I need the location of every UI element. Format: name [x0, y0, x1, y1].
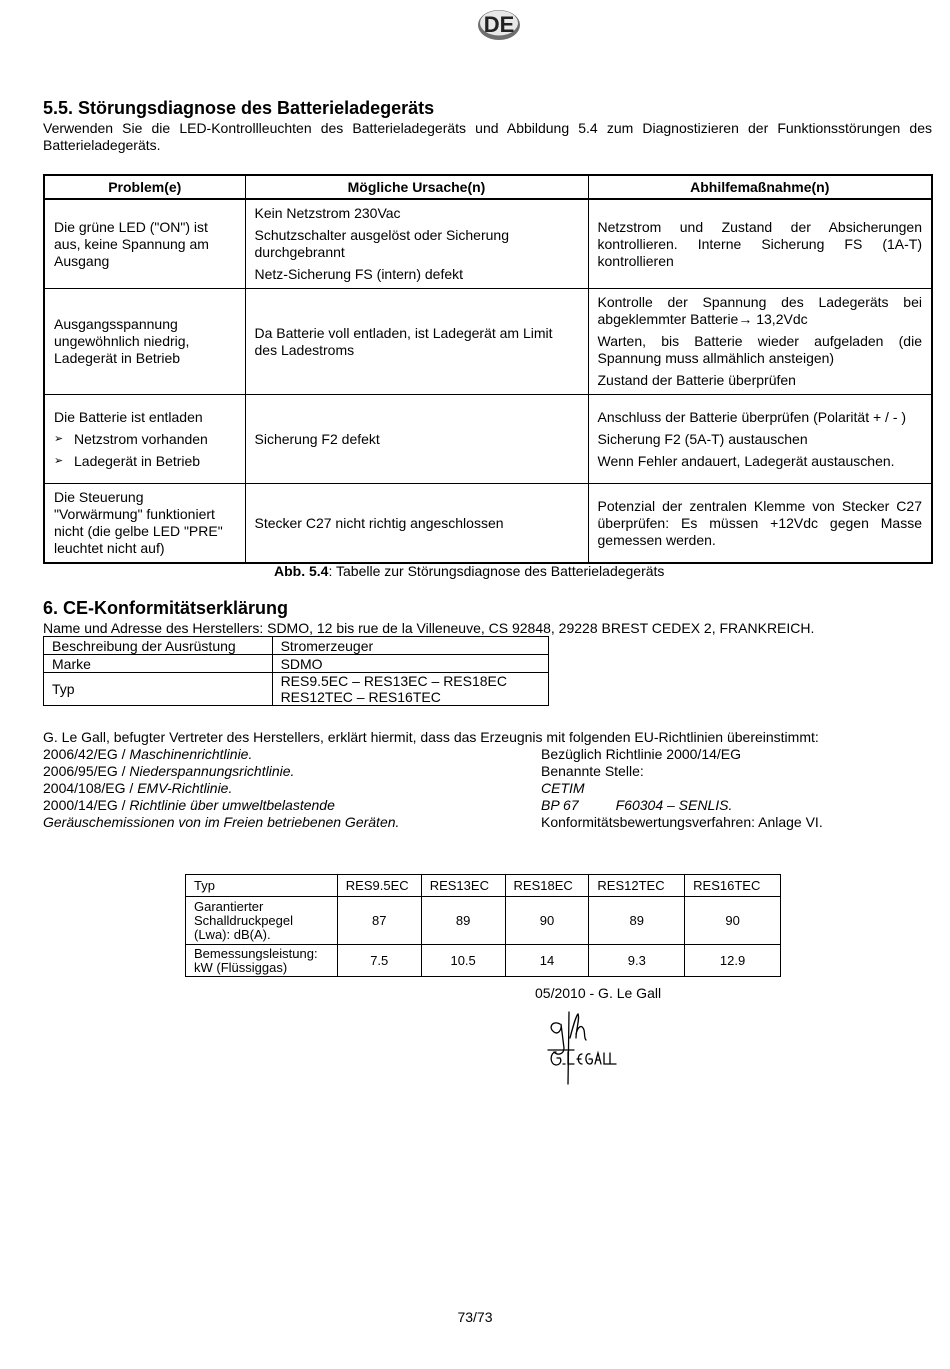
notified-body-block: [541, 746, 921, 831]
value-cell: 9.3: [589, 945, 685, 977]
directive-list: [43, 746, 523, 831]
bullet-item: [54, 431, 236, 448]
directive-code: 2006/95/EG /: [43, 763, 130, 779]
value-cell: 89: [421, 897, 505, 945]
diagnosis-table: [43, 174, 933, 564]
cause-text: Schutzschalter ausgelöst oder Sicherung durchgebrannt: [254, 227, 509, 260]
cause-text: Sicherung F2 defekt: [254, 430, 380, 447]
remedy-text: Warten, bis Batterie wieder aufgeladen (die Spannung muss allmählich ansteigen): [597, 333, 922, 366]
directive-name: Richtlinie über umweltbelastende: [129, 797, 335, 813]
directive-name: EMV-Richtlinie.: [137, 780, 233, 796]
table-row: [186, 945, 781, 977]
label-line: Garantierter: [194, 898, 264, 914]
directive-item: [43, 780, 523, 797]
declaration-text: G. Le Gall, befugter Vertreter des Herstellers, erklärt hiermit, dass das Erzeugnis mit folgenden EU-Richtlinien übereinstimmt:: [43, 729, 819, 745]
value-cell: 10.5: [421, 945, 505, 977]
value-cell: 90: [685, 897, 781, 945]
manufacturer-line: Name und Adresse des Herstellers: SDMO, 12 bis rue de la Villeneuve, CS 92848, 29228 BREST CEDEX 2, FRANKREICH.: [43, 620, 815, 636]
problem-text: Die Batterie ist entladen: [54, 408, 203, 425]
section-heading-5-5: 5.5. Störungsdiagnose des Batterieladegeräts: [43, 98, 435, 118]
equipment-value: [272, 673, 548, 706]
directive-item: [43, 746, 523, 763]
label-line: (Lwa): dB(A).: [194, 926, 271, 942]
column-header: Abhilfemaßnahme(n): [588, 175, 932, 199]
value-cell: 12.9: [685, 945, 781, 977]
handwritten-signature: [540, 1008, 620, 1086]
remedy-text: Potenzial der zentralen Klemme von Stecker C27 überprüfen: Es müssen +12Vdc gegen Masse gemessen werden.: [597, 497, 922, 548]
problem-cell: [44, 199, 245, 289]
cause-text: Netz-Sicherung FS (intern) defekt: [254, 266, 464, 282]
label-line: kW (Flüssiggas): [194, 959, 288, 975]
remedy-cell: [588, 199, 932, 289]
remedy-text: Netzstrom und Zustand der Absicherungen kontrollieren. Interne Sicherung FS (1A-T) kontrollieren: [597, 218, 922, 269]
cause-cell: [245, 289, 588, 395]
label-line: Bemessungsleistung:: [194, 945, 318, 961]
notified-body-name: CETIM: [541, 780, 585, 796]
notified-body-line: Benannte Stelle:: [541, 763, 644, 779]
table-row: [44, 655, 549, 673]
value-cell: 7.5: [337, 945, 421, 977]
model-header: RES16TEC: [685, 875, 781, 897]
equipment-value: Stromerzeuger: [272, 637, 548, 655]
bullet-item: [54, 453, 236, 470]
table-row: [44, 289, 932, 395]
column-header: Mögliche Ursache(n): [245, 175, 588, 199]
model-header: RES13EC: [421, 875, 505, 897]
cause-text: Da Batterie voll entladen, ist Ladegerät am Limit des Ladestroms: [254, 324, 553, 358]
signature-date: 05/2010 - G. Le Gall: [535, 985, 662, 1001]
remedy-cell: [588, 395, 932, 484]
table-row: [44, 637, 549, 655]
remedy-text: Zustand der Batterie überprüfen: [597, 372, 796, 388]
row-label: [186, 897, 338, 945]
remedy-text: Anschluss der Batterie überprüfen (Polarität + / - ): [597, 408, 907, 425]
notified-body-line: Bezüglich Richtlinie 2000/14/EG: [541, 746, 742, 762]
cause-text: Kein Netzstrom 230Vac: [254, 205, 401, 221]
problem-cell: [44, 484, 245, 564]
remedy-text: Wenn Fehler andauert, Ladegerät austauschen.: [597, 452, 895, 469]
table-row: [186, 897, 781, 945]
language-badge: [476, 8, 522, 42]
cause-text: Stecker C27 nicht richtig angeschlossen: [254, 514, 504, 531]
value-cell: 89: [589, 897, 685, 945]
bullet-text: Ladegerät in Betrieb: [74, 452, 201, 469]
arrow-bullet-icon: ➢: [54, 432, 64, 445]
directive-name: Maschinenrichtlinie.: [129, 746, 253, 762]
equipment-label: Marke: [44, 655, 273, 673]
caption-label: Abb. 5.4: [274, 563, 329, 579]
table-header-row: [44, 175, 932, 199]
notified-body-address: [541, 797, 921, 814]
address-part: F60304 – SENLIS.: [615, 797, 733, 813]
cause-cell: [245, 484, 588, 564]
model-header: RES18EC: [505, 875, 589, 897]
performance-table: [185, 874, 781, 977]
table-row: [44, 484, 932, 564]
equipment-label: Beschreibung der Ausrüstung: [44, 637, 273, 655]
page-number: 73/73: [457, 1309, 493, 1325]
directive-code: 2004/108/EG /: [43, 780, 138, 796]
problem-text: Ausgangsspannung ungewöhnlich niedrig, Ladegerät in Betrieb: [54, 316, 190, 366]
figure-caption: [274, 563, 664, 580]
label-line: Schalldruckpegel: [194, 912, 294, 928]
directive-item: [43, 763, 523, 780]
row-label: Typ: [186, 875, 338, 897]
table-row: [44, 199, 932, 289]
directive-name: Niederspannungsrichtlinie.: [129, 763, 295, 779]
section-heading-6: 6. CE-Konformitätserklärung: [43, 598, 289, 618]
column-header: Problem(e): [44, 175, 245, 199]
problem-cell: [44, 289, 245, 395]
notified-body-line: Konformitätsbewertungsverfahren: Anlage VI.: [541, 814, 823, 830]
remedy-cell: [588, 289, 932, 395]
section-intro: Verwenden Sie die LED-Kontrollleuchten des Batterieladegeräts und Abbildung 5.4 zum Diagnostizieren der Funktionsstörungen des Batterieladegeräts.: [43, 120, 932, 153]
value-cell: 14: [505, 945, 589, 977]
table-row: [44, 673, 549, 706]
remedy-cell: [588, 484, 932, 564]
directive-code: 2006/42/EG /: [43, 746, 130, 762]
row-label: [186, 945, 338, 977]
remedy-text: Sicherung F2 (5A-T) austauschen: [597, 430, 808, 447]
directive-code: 2000/14/EG /: [43, 797, 130, 813]
value-cell: 87: [337, 897, 421, 945]
arrow-bullet-icon: ➢: [54, 454, 64, 467]
equipment-table: [43, 636, 549, 706]
caption-text: : Tabelle zur Störungsdiagnose des Batterieladegeräts: [328, 563, 665, 579]
directive-item: [43, 797, 523, 814]
remedy-text: Kontrolle der Spannung des Ladegeräts bei abgeklemmter Batterie→ 13,2Vdc: [597, 294, 922, 327]
type-line: RES9.5EC – RES13EC – RES18EC: [280, 673, 508, 689]
address-part: BP 67: [541, 797, 579, 813]
cause-cell: [245, 395, 588, 484]
directive-continuation: Geräuschemissionen von im Freien betriebenen Geräten.: [43, 814, 400, 830]
cause-cell: [245, 199, 588, 289]
problem-text: Die Steuerung "Vorwärmung" funktioniert nicht (die gelbe LED "PRE" leuchtet nicht auf): [54, 489, 223, 556]
equipment-value: SDMO: [272, 655, 548, 673]
model-header: RES9.5EC: [337, 875, 421, 897]
value-cell: 90: [505, 897, 589, 945]
bullet-text: Netzstrom vorhanden: [74, 430, 208, 447]
type-line: RES12TEC – RES16TEC: [280, 689, 441, 705]
problem-text: Die grüne LED ("ON") ist aus, keine Spannung am Ausgang: [54, 218, 209, 269]
problem-cell: [44, 395, 245, 484]
equipment-label: Typ: [44, 673, 273, 706]
table-row: [44, 395, 932, 484]
model-header: RES12TEC: [589, 875, 685, 897]
table-header-row: [186, 875, 781, 897]
badge-text: DE: [483, 12, 515, 37]
